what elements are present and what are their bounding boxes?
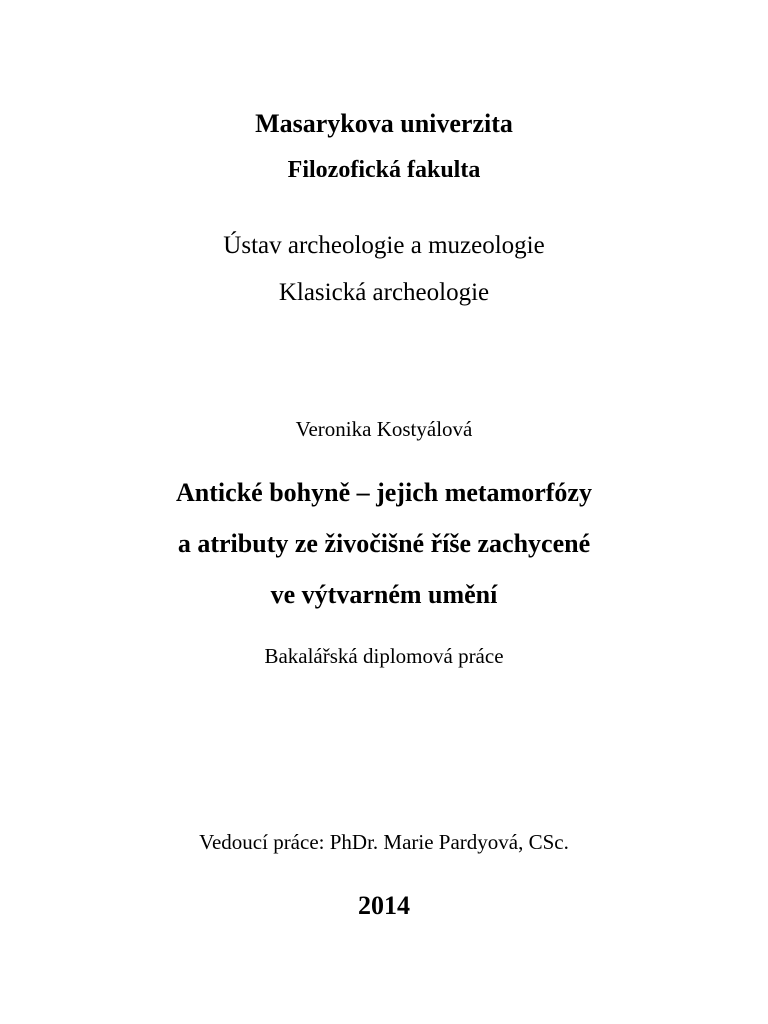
- thesis-type: Bakalářská diplomová práce: [264, 644, 504, 668]
- thesis-title-line-1: Antické bohyně – jejich metamorfózy: [176, 478, 592, 507]
- thesis-title-line-2: a atributy ze živočišné říše zachycené: [177, 529, 591, 558]
- thesis-title-line-3: ve výtvarném umění: [270, 580, 498, 609]
- year: 2014: [358, 891, 410, 920]
- field-of-study: Klasická archeologie: [278, 279, 490, 306]
- faculty-name: Filozofická fakulta: [287, 157, 481, 183]
- university-name: Masarykova univerzita: [255, 109, 513, 138]
- author-name: Veronika Kostyálová: [295, 417, 473, 441]
- supervisor: Vedoucí práce: PhDr. Marie Pardyová, CSc.: [199, 830, 569, 854]
- institute-name: Ústav archeologie a muzeologie: [223, 232, 545, 259]
